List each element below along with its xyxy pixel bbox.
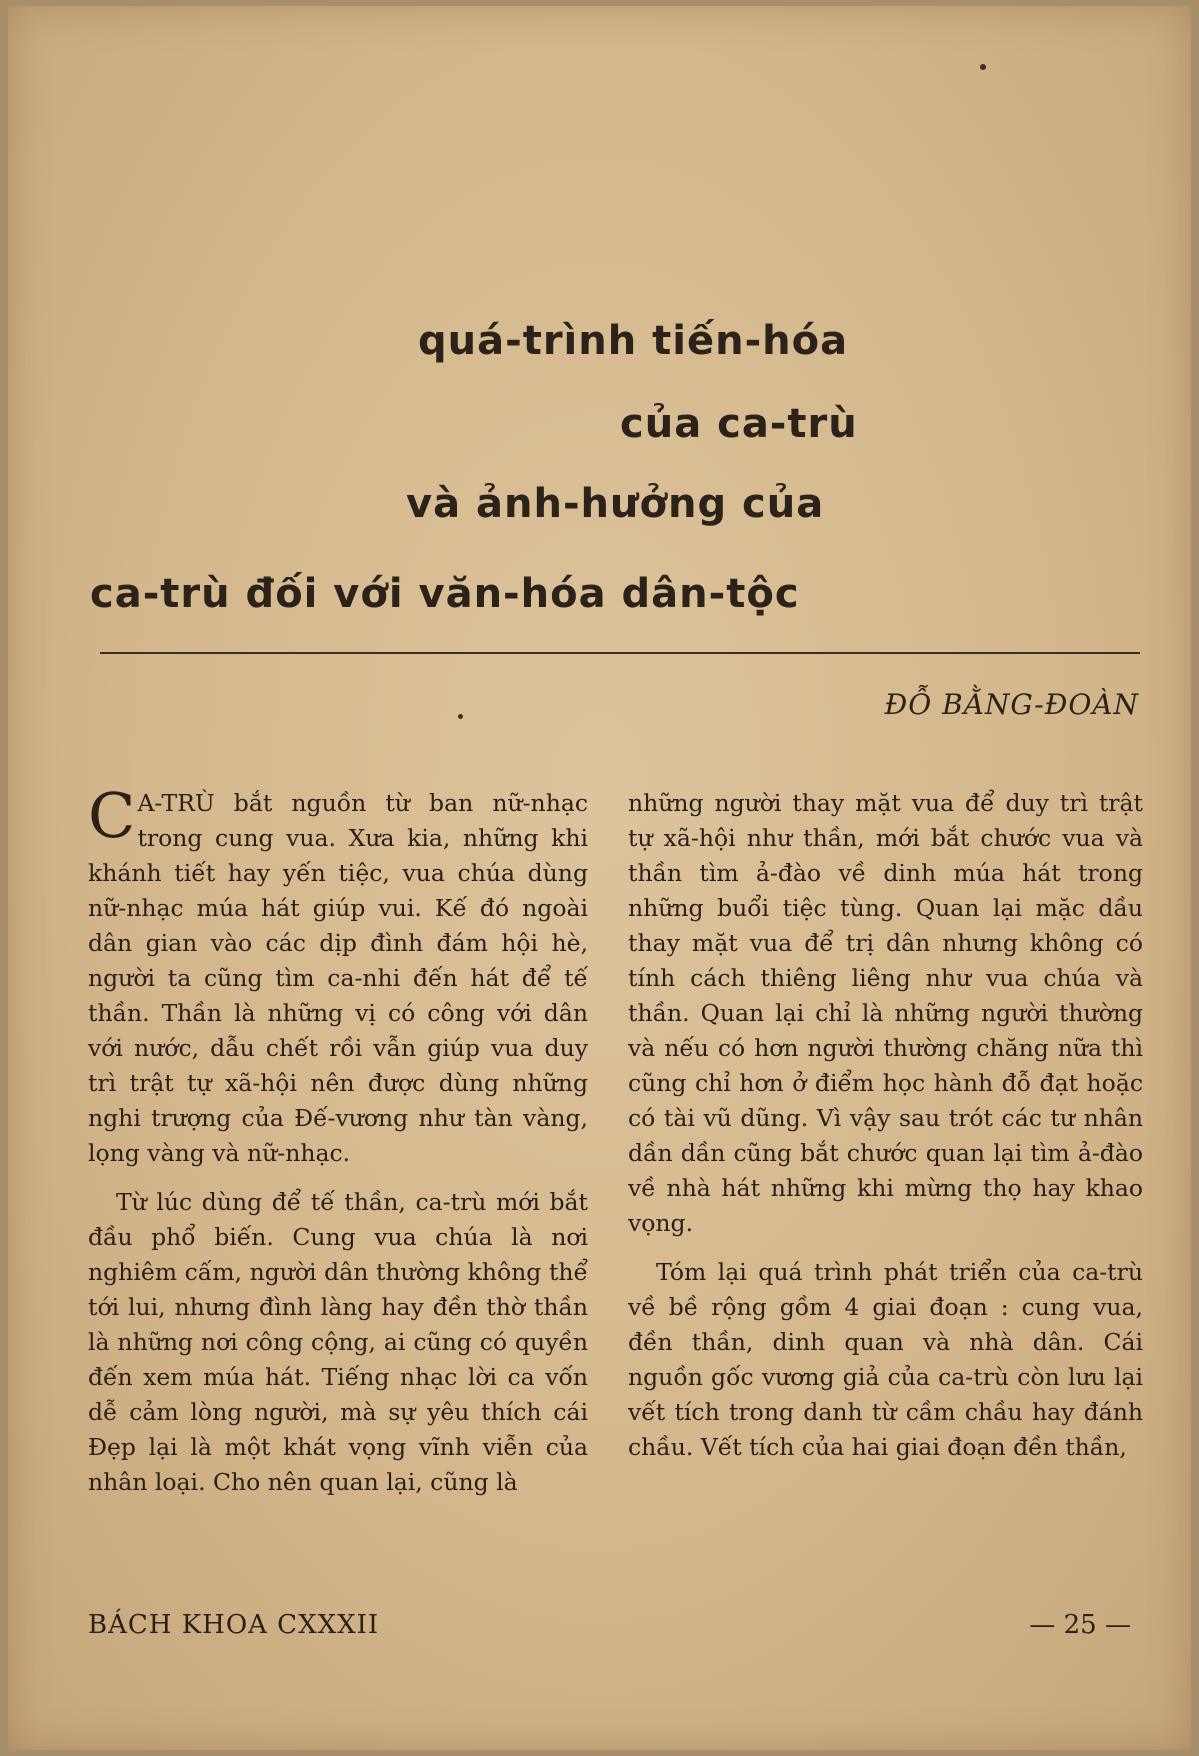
article-title-line-4: ca-trù đối với văn-hóa dân-tộc bbox=[90, 571, 800, 617]
magazine-page bbox=[8, 6, 1191, 1750]
title-divider bbox=[100, 652, 1140, 654]
author-byline: ĐỖ BẰNG-ĐOÀN bbox=[884, 688, 1139, 721]
paragraph bbox=[88, 779, 588, 1171]
paragraph: Từ lúc dùng để tế thần, ca-trù mới bắt đầu phổ biến. Cung vua chúa là nơi nghiêm cấm, người dân thường không thể tới lui, nhưng đình làng hay đền thờ thần là những nơi công cộng, ai cũng có quyền đến xem múa hát. Tiếng nhạc lời ca vốn dễ cảm lòng người, mà sự yêu thích cái Đẹp lại là một khát vọng vĩnh viễn của nhân loại. Cho nên quan lại, cũng là bbox=[88, 1188, 588, 1496]
right-column bbox=[628, 786, 1143, 1465]
article-title-line-1: quá-trình tiến-hóa bbox=[418, 318, 849, 364]
print-speck bbox=[458, 714, 463, 719]
left-column bbox=[88, 779, 588, 1500]
drop-cap: C bbox=[88, 779, 136, 852]
paragraph: Tóm lại quá trình phát triển của ca-trù về bề rộng gồm 4 giai đoạn : cung vua, đền thần, dinh quan và nhà dân. Cái nguồn gốc vương giả của ca-trù còn lưu lại vết tích trong danh từ cầm chầu hay đánh chầu. Vết tích của hai giai đoạn đền thần, bbox=[628, 1258, 1143, 1461]
paragraph: những người thay mặt vua để duy trì trật tự xã-hội như thần, mới bắt chước vua và thần tìm ả-đào về dinh múa hát trong những buổi tiệc tùng. Quan lại mặc dầu thay mặt vua để trị dân nhưng không có tính cách thiêng liêng như vua chúa và thần. Quan lại chỉ là những người thường và nếu có hơn người thường chăng nữa thì cũng chỉ hơn ở điểm học hành đỗ đạt hoặc có tài vũ dũng. Vì vậy sau trót các tư nhân dần dần cũng bắt chước quan lại tìm ả-đào về nhà hát những khi mừng thọ hay khao vọng. bbox=[628, 789, 1143, 1237]
paragraph-text: A-TRÙ bắt nguồn từ ban nữ-nhạc trong cung vua. Xưa kia, những khi khánh tiết hay yến tiệc, vua chúa dùng nữ-nhạc múa hát giúp vui. Kế đó ngoài dân gian vào các dịp đình đám hội hè, người ta cũng tìm ca-nhi đến hát để tế thần. Thần là những vị có công với dân với nước, dẫu chết rồi vẫn giúp vua duy trì trật tự xã-hội nên được dùng những nghi trượng của Đế-vương như tàn vàng, lọng vàng và nữ-nhạc. bbox=[88, 789, 588, 1167]
article-title-line-3: và ảnh-hưởng của bbox=[406, 481, 825, 527]
page-number: — 25 — bbox=[1029, 1610, 1131, 1640]
publication-name: BÁCH KHOA CXXXII bbox=[88, 1610, 380, 1640]
article-title-line-2: của ca-trù bbox=[620, 401, 858, 447]
print-speck bbox=[980, 64, 986, 70]
